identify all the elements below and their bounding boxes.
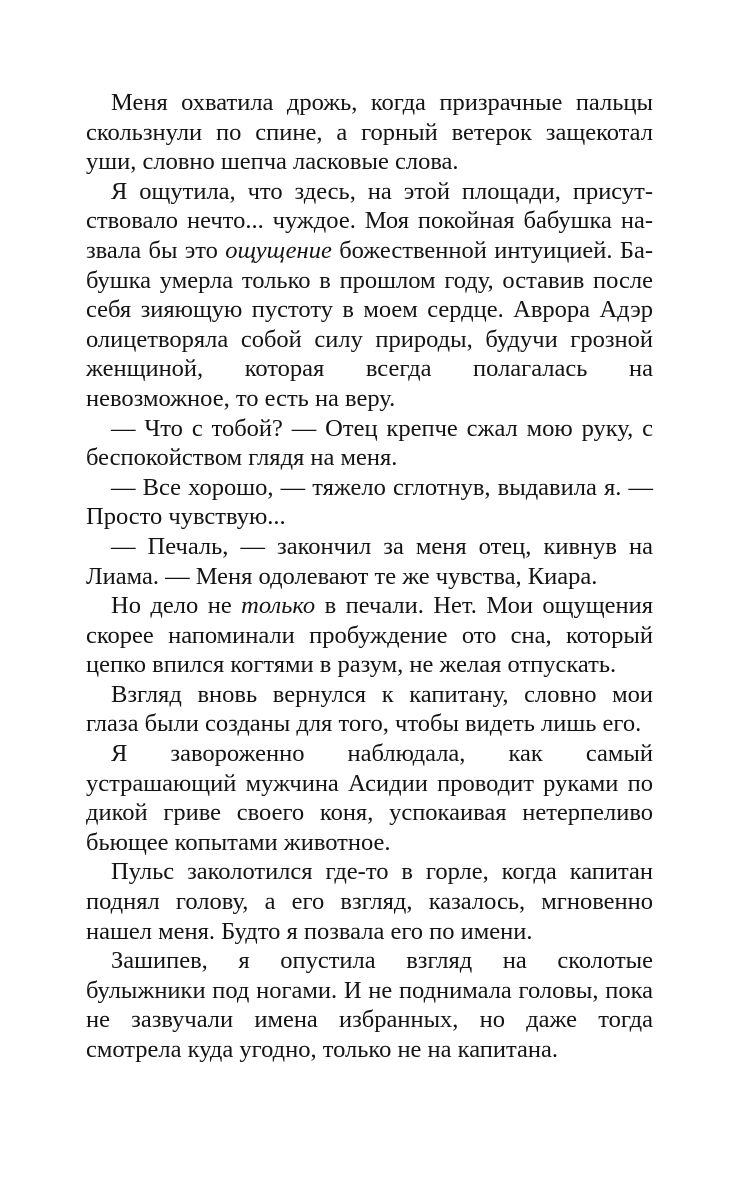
paragraph [86, 414, 653, 473]
text-run: Взгляд вновь вернулся к капитану, словно мои глаза были созданы для того, чтобы видеть лишь его. [86, 680, 653, 738]
text-run: — Что с тобой? — Отец крепче сжал мою руку, с беспокойством глядя на меня. [86, 414, 653, 472]
text-run: Меня охватила дрожь, когда призрачные пальцы скользнули по спине, а горный ветерок защекотал уши, словно шепча ласковые слова. [86, 89, 653, 176]
text-run: Пульс заколотился где-то в горле, когда капитан поднял голову, а его взгляд, казалось, мгновенно нашел меня. Будто я позвала его по имени. [86, 858, 653, 945]
text-run: Я ощутила, что здесь, на этой площади, присутствовало нечто... чуждое. Моя покойная бабушка назвала бы это [86, 177, 653, 264]
text-run: — Печаль, — закончил за меня отец, кивнув на Лиама. — Меня одолевают те же чувства, Киара. [86, 532, 653, 590]
paragraph [86, 591, 653, 680]
text-run: божественной интуицией. Бабушка умерла только в прошлом году, оставив после себя зияющую пустоту в моем сердце. Аврора Адэр олицетворяла собой силу природы, будучи грозной женщиной, которая всегда полагалась на невозможное, то есть на веру. [86, 236, 653, 412]
paragraph [86, 680, 653, 739]
text-run: Я завороженно наблюдала, как самый устрашающий мужчина Асидии проводит руками по дикой гриве своего коня, успокаивая нетерпеливо бьющее копытами животное. [86, 740, 653, 856]
text-run: в печали. Нет. Мои ощущения скорее напоминали пробуждение ото сна, который цепко впился когтями в разум, не желая отпускать. [86, 592, 653, 679]
paragraph [86, 857, 653, 946]
text-run: — Все хорошо, — тяжело сглотнув, выдавила я. — Просто чувствую... [86, 473, 653, 531]
paragraph [86, 177, 653, 414]
paragraph [86, 473, 653, 532]
italic-text-run: ощущение [225, 236, 332, 264]
paragraph [86, 532, 653, 591]
paragraph [86, 946, 653, 1064]
italic-text-run: только [241, 592, 316, 620]
text-run: Но дело не [111, 592, 242, 620]
paragraph [86, 88, 653, 177]
paragraph [86, 739, 653, 857]
text-run: Зашипев, я опустила взгляд на сколотые булыжники под ногами. И не поднимала головы, пока не зазвучали имена избранных, но даже тогда смотрела куда угодно, только не на капитана. [86, 947, 653, 1063]
